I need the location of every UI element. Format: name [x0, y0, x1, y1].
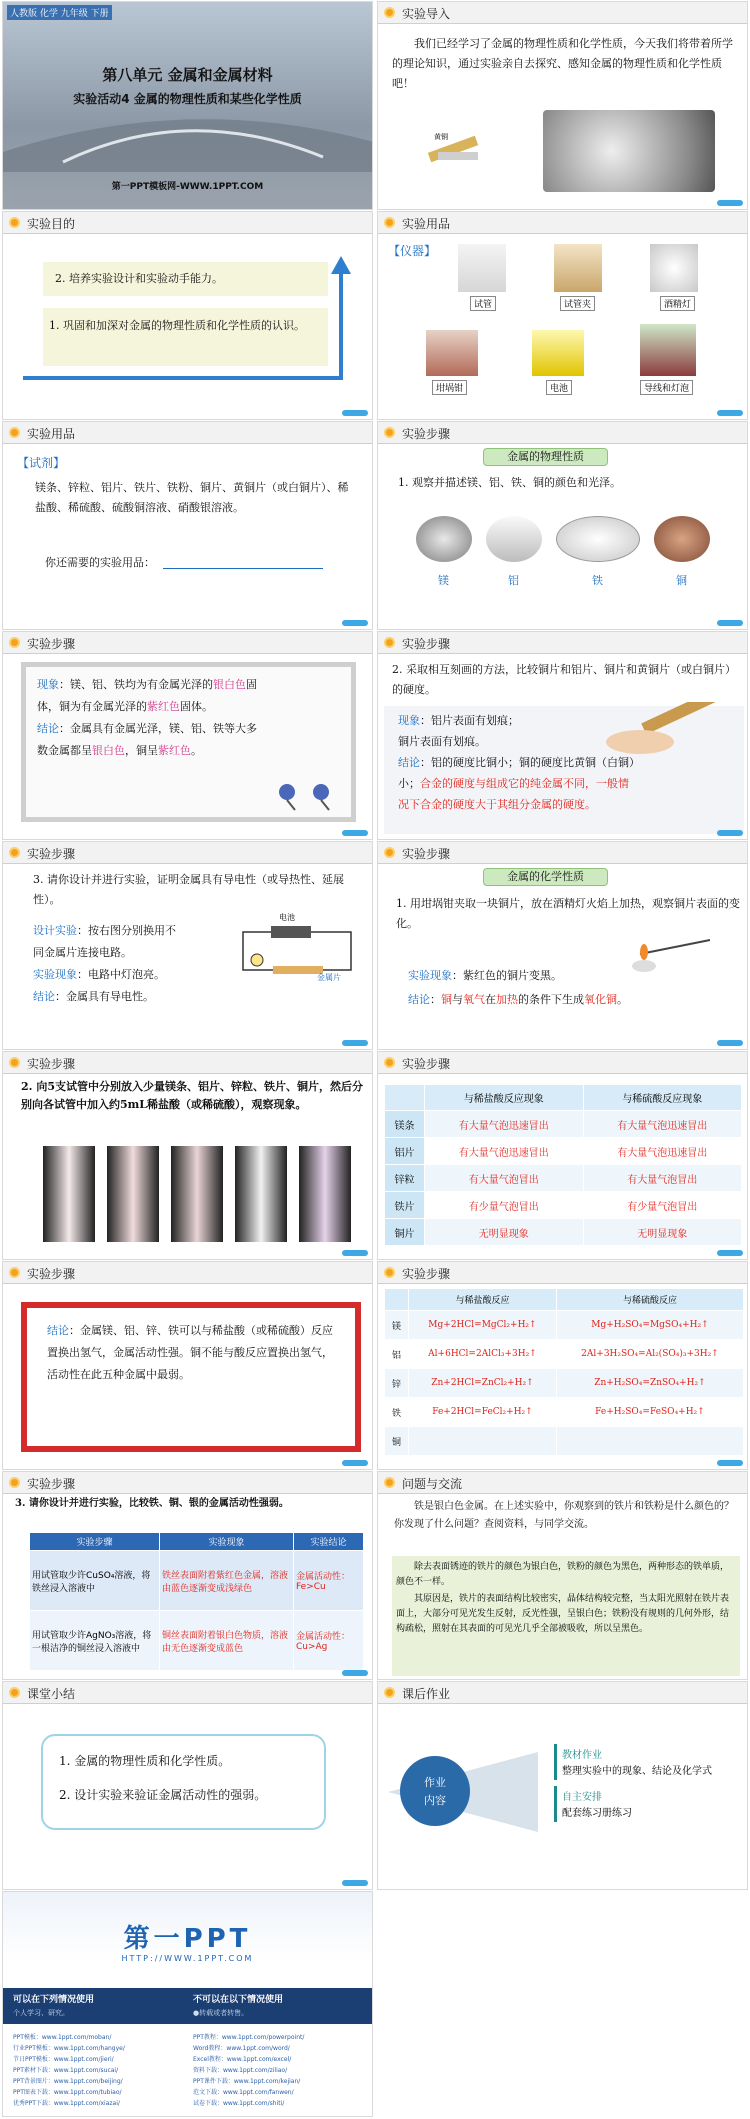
- hw-heading-1: 教材作业: [562, 1750, 602, 1761]
- slide-homework[interactable]: [377, 1681, 748, 1890]
- battery-label: 电池: [279, 913, 295, 922]
- battery-photo: [532, 330, 584, 376]
- slide-header: 实验步骤: [3, 842, 372, 864]
- metal-label-0: 镁: [438, 574, 449, 587]
- activity-table: 实验步骤 实验现象 实验结论 用试管取少许CuSO₄溶液，将铁丝浸入溶液中 铁丝表面附着紫红色金属，溶液由蓝色逐渐变成浅绿色 金属活动性：Fe>Cu 用试管取少许AgNO₃溶液，将一根洁净的铜丝浸入溶液中 铜丝表面附着银白色物质，溶液由无色逐渐变成蓝色 金属活动性：Cu>Ag: [29, 1532, 364, 1671]
- slide-counter: [342, 620, 368, 626]
- summary-item-2: 2. 设计实验来验证金属活动性的强弱。: [59, 1788, 267, 1802]
- slide-ending[interactable]: [2, 1891, 373, 2117]
- aluminum-photo: [486, 516, 542, 562]
- slide-header: 课后作业: [378, 1682, 747, 1704]
- table-row: 镁 Mg+2HCl=MgCl₂+H₂↑ Mg+H₂SO₄=MgSO₄+H₂↑: [385, 1311, 744, 1340]
- bullet-icon: [384, 1267, 395, 1278]
- copper-photo: [654, 516, 710, 562]
- table-row: 锌粒 有大量气泡冒出 有大量气泡冒出: [385, 1165, 742, 1192]
- slide-header: 实验步骤: [378, 422, 747, 444]
- reagents-text: 镁条、锌粒、铝片、铁片、铁粉、铜片、黄铜片（或白铜片）、稀盐酸、稀硫酸、硫酸铜溶液、硝酸银溶液。: [35, 481, 349, 514]
- table-row: 铝 Al+6HCl=2AlCl₃+3H₂↑ 2Al+3H₂SO₄=Al₂(SO₄)₃+3H₂↑: [385, 1340, 744, 1369]
- slide-activity-compare[interactable]: [2, 1471, 373, 1680]
- tube-photo-aluminum: [107, 1146, 159, 1242]
- slide-header: 问题与交流: [378, 1472, 747, 1494]
- metal-label-2: 铁: [592, 574, 603, 587]
- slide-counter: [342, 1250, 368, 1256]
- circle-line-2: 内容: [424, 1794, 446, 1807]
- slide-header: 实验步骤: [378, 632, 747, 654]
- summary-box: [41, 1734, 326, 1830]
- question-text: 铁是银白色金属。在上述实验中，你观察到的铁片和铁粉是什么颜色的？你发现了什么问题？查阅资料，与同学交流。: [394, 1501, 734, 1530]
- magnesium-photo: [416, 516, 472, 562]
- logo-text: 第一PPT: [123, 1924, 252, 1954]
- extra-items-label: 你还需要的实验用品：: [45, 556, 155, 569]
- bullet-icon: [9, 1687, 20, 1698]
- slide-header: 实验步骤: [378, 1262, 747, 1284]
- slide-reagents[interactable]: [2, 421, 373, 630]
- slide-title[interactable]: [2, 1, 373, 210]
- slide-physical-observe[interactable]: [377, 421, 748, 630]
- bullet-icon: [9, 847, 20, 858]
- conclusion-text: 现象：镁、铝、铁均为有金属光泽的银白色固 体，铜为有金属光泽的紫红色固体。 结论：金属具有金属光泽，镁、铝、铁等大多 数金属都呈银白色，铜呈紫红色。: [37, 678, 257, 757]
- equip-label-3: 坩埚钳: [432, 380, 467, 395]
- slide-header: 实验步骤: [378, 842, 747, 864]
- table-row: 镁条 有大量气泡迅速冒出 有大量气泡迅速冒出: [385, 1111, 742, 1138]
- slide-header: 课堂小结: [3, 1682, 372, 1704]
- bullet-icon: [384, 1477, 395, 1488]
- footer-text: 第一PPT模板网-WWW.1PPT.COM: [111, 182, 264, 192]
- crucible-tongs-photo: [426, 330, 478, 376]
- slide-header: 实验步骤: [3, 1262, 372, 1284]
- slide-counter: [342, 1670, 368, 1676]
- conductivity-result: 设计实验：按右图分别换用不 同金属片连接电路。 实验现象：电路中灯泡亮。 结论：金属具有导电性。: [33, 924, 176, 1003]
- bullet-icon: [384, 847, 395, 858]
- equipment-bracket: 【仪器】: [388, 244, 437, 258]
- scratch-hand-illustration: [600, 702, 730, 760]
- slide-header: 实验步骤: [378, 1052, 747, 1074]
- brass-scratch-illustration: [418, 128, 488, 168]
- circle-line-1: 作业: [424, 1776, 446, 1789]
- slide-phenomena-table[interactable]: [377, 1051, 748, 1260]
- slide-counter: [342, 1040, 368, 1046]
- step-text: 3. 请你设计并进行实验，比较铁、铜、银的金属活动性强弱。: [15, 1498, 289, 1509]
- slide-intro[interactable]: [377, 1, 748, 210]
- section-pill: 金属的化学性质: [483, 868, 608, 886]
- bullet-icon: [9, 1477, 20, 1488]
- cannot-use-sub: ●转载或者转售。: [193, 2009, 249, 2017]
- slide-counter: [342, 830, 368, 836]
- table-row: 铁片 有少量气泡冒出 有少量气泡冒出: [385, 1192, 742, 1219]
- cannot-use-title: 不可以在以下情况使用: [193, 1995, 284, 2005]
- slide-header: 实验导入: [378, 2, 747, 24]
- slide-acid-tubes[interactable]: [2, 1051, 373, 1260]
- table-row: 用试管取少许CuSO₄溶液，将铁丝浸入溶液中 铁丝表面附着紫红色金属，溶液由蓝色逐渐变成浅绿色 金属活动性：Fe>Cu: [30, 1551, 364, 1611]
- test-tube-photo: [458, 244, 506, 292]
- equip-label-5: 导线和灯泡: [640, 380, 693, 395]
- plate-label: 金属片: [317, 973, 341, 982]
- slide-physical-conclusion[interactable]: [2, 631, 373, 840]
- slide-hardness[interactable]: [377, 631, 748, 840]
- slide-conductivity[interactable]: [2, 841, 373, 1050]
- step-text: 2. 采取相互刻画的方法，比较铜片和铝片、铜片和黄铜片（或白铜片）的硬度。: [392, 663, 736, 696]
- alcohol-lamp-illustration: [620, 934, 720, 974]
- slide-counter: [717, 620, 743, 626]
- step-text: 1. 观察并描述镁、铝、铁、铜的颜色和光泽。: [398, 476, 621, 489]
- slide-counter: [342, 410, 368, 416]
- slide-title-text: 第八单元 金属和金属材料: [102, 66, 273, 84]
- slide-counter: [717, 1460, 743, 1466]
- slide-header: 实验用品: [378, 212, 747, 234]
- slide-counter: [717, 1250, 743, 1256]
- slide-discussion[interactable]: [377, 1471, 748, 1680]
- step-text: 2. 向5支试管中分别放入少量镁条、铝片、锌粒、铁片、铜片，然后分别向各试管中加入约5mL稀盐酸（或稀硫酸），观察现象。: [21, 1080, 363, 1111]
- summary-item-1: 1. 金属的物理性质和化学性质。: [59, 1754, 231, 1768]
- bullet-icon: [384, 217, 395, 228]
- bullet-icon: [9, 637, 20, 648]
- iron-photo: [556, 516, 640, 562]
- brass-label: 黄铜: [434, 133, 448, 141]
- pushpin-icon: [273, 780, 343, 812]
- equations-table: 与稀盐酸反应 与稀硫酸反应 镁 Mg+2HCl=MgCl₂+H₂↑ Mg+H₂SO₄=MgSO₄+H₂↑ 铝 Al+6HCl=2AlCl₃+3H₂↑ 2Al+3H₂SO₄=Al₂(SO₄)₃+3H₂↑ 锌 Zn+2HCl=ZnCl₂+H₂↑ Zn+H₂SO₄=ZnSO₄+H₂↑ 铁 Fe+2HCl=FeCl₂+H₂↑ Fe+H₂SO₄=FeSO₄+H₂↑ 铜: [384, 1288, 744, 1456]
- tube-photo-iron: [235, 1146, 287, 1242]
- equip-label-1: 试管夹: [560, 296, 595, 311]
- equip-label-0: 试管: [470, 296, 496, 311]
- slide-copper-heating[interactable]: [377, 841, 748, 1050]
- hw-desc-1: 整理实验中的现象、结论及化学式: [562, 1766, 712, 1777]
- purpose-item-2: 2. 培养实验设计和实验动手能力。: [55, 272, 223, 285]
- slide-summary[interactable]: [2, 1681, 373, 1890]
- slide-counter: [717, 1040, 743, 1046]
- step-text: 1. 用坩埚钳夹取一块铜片，放在酒精灯火焰上加热，观察铜片表面的变化。: [396, 897, 740, 930]
- acid-conclusion-text: 结论：金属镁、铝、锌、铁可以与稀盐酸（或稀硫酸）反应置换出氢气，金属活动性强。铜不能与酸反应置换出氢气，活动性在此五种金属中最弱。: [47, 1324, 333, 1381]
- logo-url: HTTP://WWW.1PPT.COM: [121, 1954, 254, 1963]
- purpose-item-1: 1. 巩固和加深对金属的物理性质和化学性质的认识。: [49, 319, 305, 332]
- table-row: 铁 Fe+2HCl=FeCl₂+H₂↑ Fe+H₂SO₄=FeSO₄+H₂↑: [385, 1398, 744, 1427]
- answer-line[interactable]: [163, 568, 323, 569]
- tube-photo-copper: [299, 1146, 351, 1242]
- heating-result: 实验现象：紫红色的铜片变黑。 结论：铜与氧气在加热的条件下生成氧化铜。: [408, 969, 628, 1006]
- arrow-frame: [21, 250, 357, 385]
- slide-header: 实验目的: [3, 212, 372, 234]
- homework-circle: [400, 1756, 470, 1826]
- bullet-icon: [9, 217, 20, 228]
- equip-label-4: 电池: [546, 380, 572, 395]
- answer-para-1: 除去表面锈迹的铁片的颜色为银白色，铁粉的颜色为黑色，两种形态的铁单质，颜色不一样。: [396, 1562, 730, 1587]
- hw-heading-2: 自主安排: [562, 1792, 602, 1803]
- slide-subtitle: 实验活动4 金属的物理性质和某些化学性质: [73, 92, 302, 106]
- bullet-icon: [384, 7, 395, 18]
- intro-text: 我们已经学习了金属的物理性质和化学性质，今天我们将带着所学的理论知识，通过实验亲自去探究、感知金属的物理性质和化学性质吧！: [392, 37, 733, 90]
- wire-bulb-photo: [640, 324, 696, 376]
- can-use-sub: 个人学习、研究。: [13, 2009, 69, 2017]
- tube-photo-zinc: [171, 1146, 223, 1242]
- bullet-icon: [9, 1057, 20, 1068]
- hw-desc-2: 配套练习册练习: [562, 1808, 632, 1819]
- tube-holder-photo: [554, 244, 602, 292]
- slide-acid-conclusion[interactable]: [2, 1261, 373, 1470]
- slide-header: 实验步骤: [3, 1472, 372, 1494]
- slide-counter: [717, 200, 743, 206]
- bullet-icon: [384, 637, 395, 648]
- slide-header: 实验步骤: [3, 1052, 372, 1074]
- table-row: 铜: [385, 1427, 744, 1456]
- links-right[interactable]: PPT教程：www.1ppt.com/powerpoint/ Word教程：www.1ppt.com/word/ Excel教程：www.1ppt.com/excel/ 资料下载：www.1ppt.com/ziliao/ PPT课件下载：www.1ppt.com/kejian/ 范文下载：www.1ppt.com/fanwen/ 试卷下载：www.1ppt.com/shiti/: [193, 2034, 305, 2107]
- alcohol-lamp-photo: [650, 244, 698, 292]
- section-pill: 金属的物理性质: [483, 448, 608, 466]
- reagents-bracket: 【试剂】: [17, 456, 66, 470]
- metal-label-1: 铝: [508, 574, 519, 587]
- circuit-diagram: [233, 916, 363, 986]
- gears-photo: [543, 110, 715, 192]
- bullet-icon: [9, 1267, 20, 1278]
- step-text: 3. 请你设计并进行实验，证明金属具有导电性（或导热性、延展性）。: [33, 873, 344, 906]
- slide-header: 实验用品: [3, 422, 372, 444]
- hardness-result: 现象：铝片表面有划痕； 铜片表面有划痕。 结论：铝的硬度比铜小；铜的硬度比黄铜（白铜） 小；合金的硬度与组成它的纯金属不同，一般情 况下合金的硬度大于其组分金属的硬度。: [398, 714, 640, 811]
- links-left[interactable]: PPT模板：www.1ppt.com/moban/ 行业PPT模板：www.1ppt.com/hangye/ 节日PPT模板：www.1ppt.com/jieri/ PPT素材下载：www.1ppt.com/sucai/ PPT背景图片：www.1ppt.com/beijing/ PPT图表下载：www.1ppt.com/tubiao/ 优秀PPT下载：www.1ppt.com/xiazai/: [13, 2034, 125, 2107]
- slide-equipment[interactable]: [377, 211, 748, 420]
- table-row: 铜片 无明显现象 无明显现象: [385, 1219, 742, 1246]
- equip-label-2: 酒精灯: [660, 296, 695, 311]
- slide-equations-table[interactable]: [377, 1261, 748, 1470]
- table-row: 用试管取少许AgNO₃溶液，将一根洁净的铜丝浸入溶液中 铜丝表面附着银白色物质，溶液由无色逐渐变成蓝色 金属活动性：Cu>Ag: [30, 1611, 364, 1671]
- bullet-icon: [9, 427, 20, 438]
- top-tag: 人教版 化学 九年级 下册: [7, 5, 112, 20]
- table-row: 锌 Zn+2HCl=ZnCl₂+H₂↑ Zn+H₂SO₄=ZnSO₄+H₂↑: [385, 1369, 744, 1398]
- table-row: 铝片 有大量气泡迅速冒出 有大量气泡迅速冒出: [385, 1138, 742, 1165]
- phenomena-table: 与稀盐酸反应现象 与稀硫酸反应现象 镁条 有大量气泡迅速冒出 有大量气泡迅速冒出 铝片 有大量气泡迅速冒出 有大量气泡迅速冒出 锌粒 有大量气泡冒出 有大量气泡冒出 铁片 有少量气泡冒出 有少量气泡冒出 铜片 无明显现象 无明显现象: [384, 1084, 742, 1246]
- bullet-icon: [384, 1057, 395, 1068]
- bullet-icon: [384, 1687, 395, 1698]
- slide-header: 实验步骤: [3, 632, 372, 654]
- slide-counter: [717, 830, 743, 836]
- slide-counter: [342, 1880, 368, 1886]
- can-use-title: 可以在下列情况使用: [13, 1995, 95, 2005]
- bar-1: [554, 1744, 557, 1780]
- tube-photo-magnesium: [43, 1146, 95, 1242]
- slide-counter: [717, 410, 743, 416]
- slide-counter: [342, 1460, 368, 1466]
- metal-label-3: 铜: [676, 574, 687, 587]
- bullet-icon: [384, 427, 395, 438]
- slide-purpose[interactable]: [2, 211, 373, 420]
- bar-2: [554, 1786, 557, 1822]
- answer-para-2: 其原因是，铁片的表面结构比较密实，晶体结构较完整，当太阳光照射在铁片表面上，大部分可见光发生反射，反光性强，呈银白色；铁粉没有规则的几何外形，结构疏松，照射在其表面的可见光几乎全部被吸收，所以呈黑色。: [396, 1594, 730, 1634]
